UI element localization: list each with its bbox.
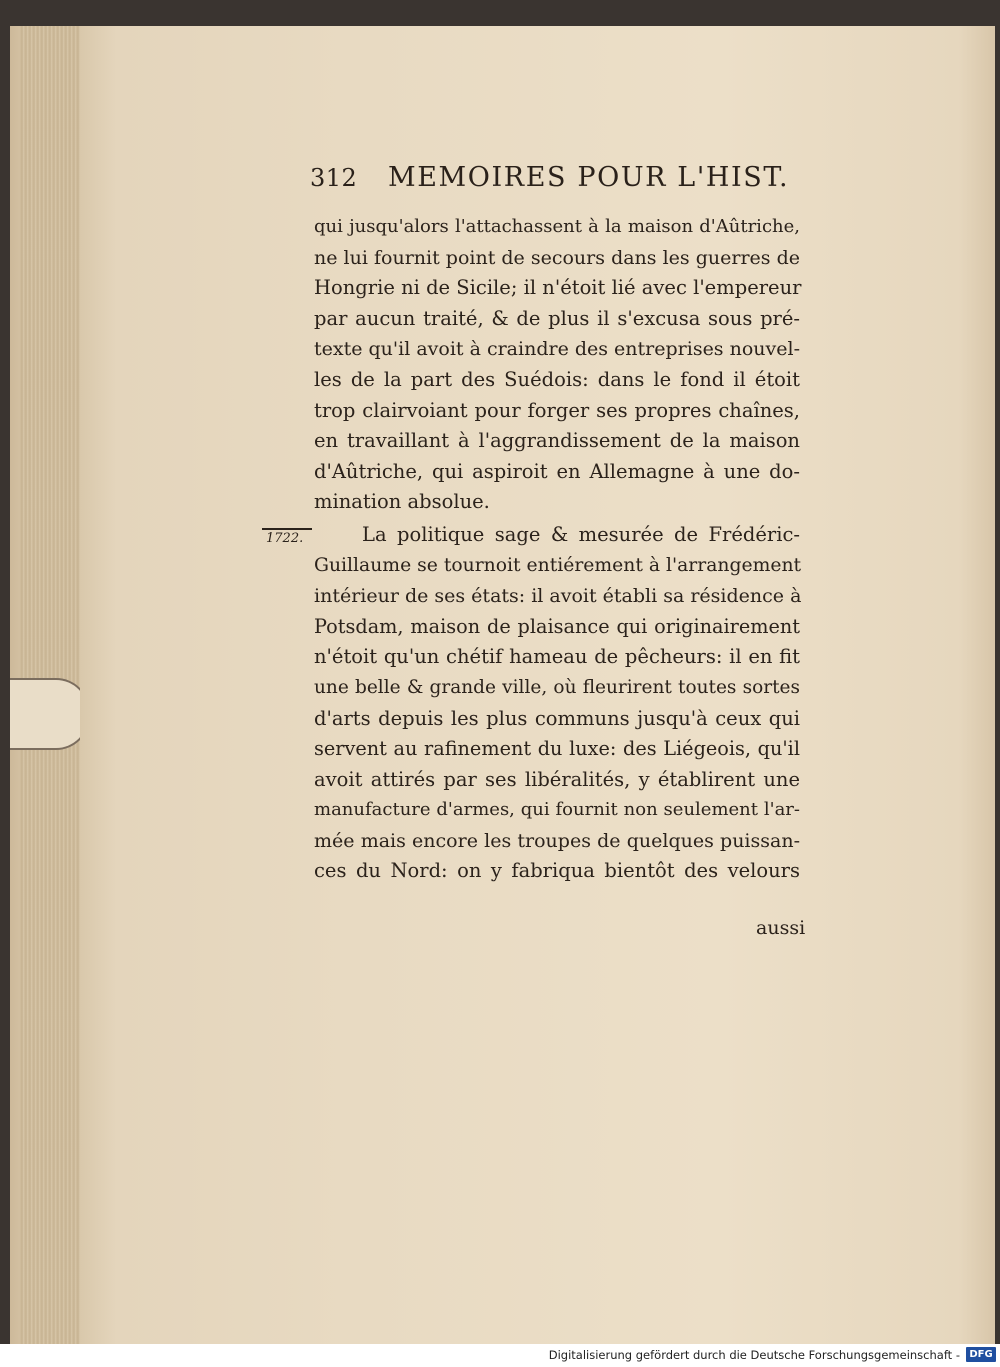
- text-line: avoit attirés par ses libéralités, y établirent une: [314, 767, 800, 791]
- text-line: une belle & grande ville, où fleurirent toutes sortes: [314, 676, 800, 698]
- bookmark-tab: [10, 678, 90, 750]
- page-header: [310, 162, 810, 202]
- text-line: les de la part des Suédois: dans le fond il étoit: [314, 367, 800, 391]
- text-line: Potsdam, maison de plaisance qui originairement: [314, 614, 800, 638]
- margin-rule: [262, 528, 312, 530]
- text-line: par aucun traité, & de plus il s'excusa sous pré-: [314, 306, 800, 330]
- text-line: mée mais encore les troupes de quelques puissan-: [314, 829, 800, 852]
- text-line: d'Aûtriche, qui aspiroit en Allemagne à une do-: [314, 459, 800, 483]
- catchword: aussi: [756, 917, 806, 939]
- text-line: d'arts depuis les plus communs jusqu'à ceux qui: [314, 706, 800, 730]
- text-line: intérieur de ses états: il avoit établi sa résidence à: [314, 585, 802, 608]
- text-line: ne lui fournit point de secours dans les guerres de: [314, 246, 800, 269]
- body-text: [314, 212, 800, 887]
- text-line: texte qu'il avoit à craindre des entreprises nouvel-: [314, 338, 800, 361]
- running-head: MEMOIRES POUR L'HIST.: [388, 162, 790, 193]
- text-line: servent au rafinement du luxe: des Liégeois, qu'il: [314, 737, 800, 761]
- text-line: manufacture d'armes, qui fournit non seulement l'ar-: [314, 799, 800, 821]
- text-line: ces du Nord: on y fabriqua bientôt des velours: [314, 859, 800, 883]
- dfg-logo-icon: DFG: [966, 1347, 996, 1362]
- text-line: mination absolue.: [314, 490, 490, 514]
- text-line: n'étoit qu'un chétif hameau de pêcheurs: il en fit: [314, 645, 800, 669]
- text-line: en travaillant à l'aggrandissement de la maison: [314, 429, 800, 453]
- text-line: trop clairvoiant pour forger ses propres chaînes,: [314, 398, 800, 422]
- footer-bar: [0, 1344, 1000, 1367]
- paragraph-start: La politique sage & mesurée de Frédéric-: [362, 522, 800, 546]
- text-line: Hongrie ni de Sicile; il n'étoit lié avec l'empereur: [314, 276, 802, 300]
- text-line: qui jusqu'alors l'attachassent à la maison d'Aûtriche,: [314, 216, 800, 237]
- text-line: Guillaume se tournoit entiérement à l'arrangement: [314, 554, 802, 576]
- funding-credit: Digitalisierung gefördert durch die Deutsche Forschungsgemeinschaft -: [548, 1348, 960, 1362]
- page-number: 312: [310, 164, 358, 192]
- margin-year-note: 1722.: [266, 531, 304, 546]
